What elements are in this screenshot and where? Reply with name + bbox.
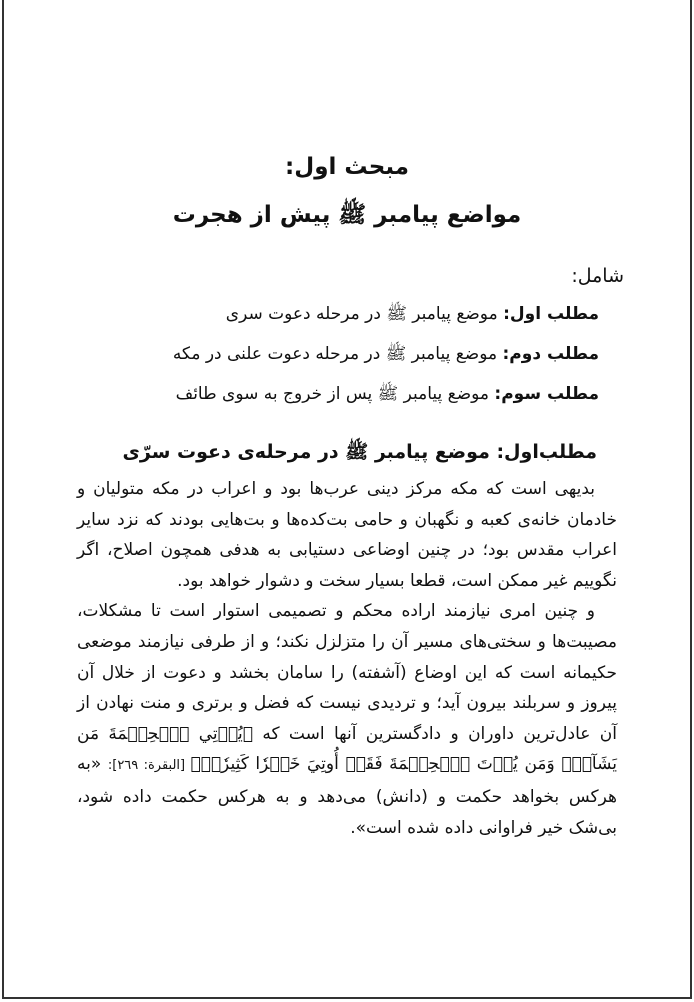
- toc-item-text: موضع پیامبر ﷺ در مرحله دعوت سری: [225, 304, 504, 324]
- toc-item-label: مطلب سوم:: [494, 384, 599, 404]
- paragraph: [77, 474, 617, 596]
- toc-list: [79, 298, 599, 418]
- toc-item: [79, 338, 599, 378]
- paragraph-text: و چنین امری نیازمند اراده محکم و تصمیمی استوار است تا مشکلات، مصیبت‌ها و سختی‌های مسیر آن را متزلزل نکند؛ و از طرفی نیازمند موضعی حکیمانه است که این اوضاع (آشفته) را سامان بخشد و دعوت از خلال آن پیروز و سربلند بیرون آید؛ و تردیدی نیست که فضل و برتری و منت نهادن از آن عادل‌ترین داوران و دادگسترین آنها است که: [77, 601, 617, 744]
- chapter-heading: مبحث اول:: [285, 154, 409, 180]
- quran-verse: يُؤۡتِي ٱلۡحِكۡمَةَ مَن يَشَآءُۚ وَمَن يُؤۡتَ ٱلۡحِكۡمَةَ فَقَدۡ أُوتِيَ خَيۡرٗا كَثِيرٗاۗ: [77, 723, 617, 775]
- quran-open-bracket: ﴿: [242, 723, 253, 744]
- paragraph-text: بدیهی است که مکه مرکز دینی عرب‌ها بود و اعراب در مکه متولیان و خادمان خانه‌ی کعبه و نگهبان و حامی بت‌کده‌ها و بت‌هایی بودند که نزد سایر اعراب مقدس بود؛ در چنین اوضاعی دستیابی به هدفی همچون اصلاح، اگر نگوییم غیر ممکن است، قطعا بسیار سخت و دشوار خواهد بود.: [77, 479, 617, 591]
- toc-item: [79, 378, 599, 418]
- toc-item-text: موضع پیامبر ﷺ در مرحله دعوت علنی در مکه: [172, 344, 503, 364]
- quran-close-bracket: ﴾: [190, 754, 201, 775]
- toc-item-label: مطلب دوم:: [502, 344, 599, 364]
- verse-translation: «به هرکس بخواهد حکمت و (دانش) می‌دهد و به هرکس حکمت داده شود، بی‌شک خیر فراوانی داده شده است».: [77, 754, 617, 838]
- section-title: مطلب‌اول: موضع پیامبر ﷺ در مرحله‌ی دعوت سرّی: [122, 441, 597, 463]
- sura-reference: [البقرة: ٢٦٩]:: [107, 758, 191, 774]
- toc-item-label: مطلب اول:: [503, 304, 599, 324]
- toc-item: [79, 298, 599, 338]
- chapter-title: مواضع پیامبر ﷺ پیش از هجرت: [172, 202, 522, 228]
- body-text: [77, 474, 617, 843]
- paragraph: [77, 596, 617, 843]
- intro-label: شامل:: [571, 265, 624, 287]
- toc-item-text: موضع پیامبر ﷺ پس از خروج به سوی طائف: [175, 384, 495, 404]
